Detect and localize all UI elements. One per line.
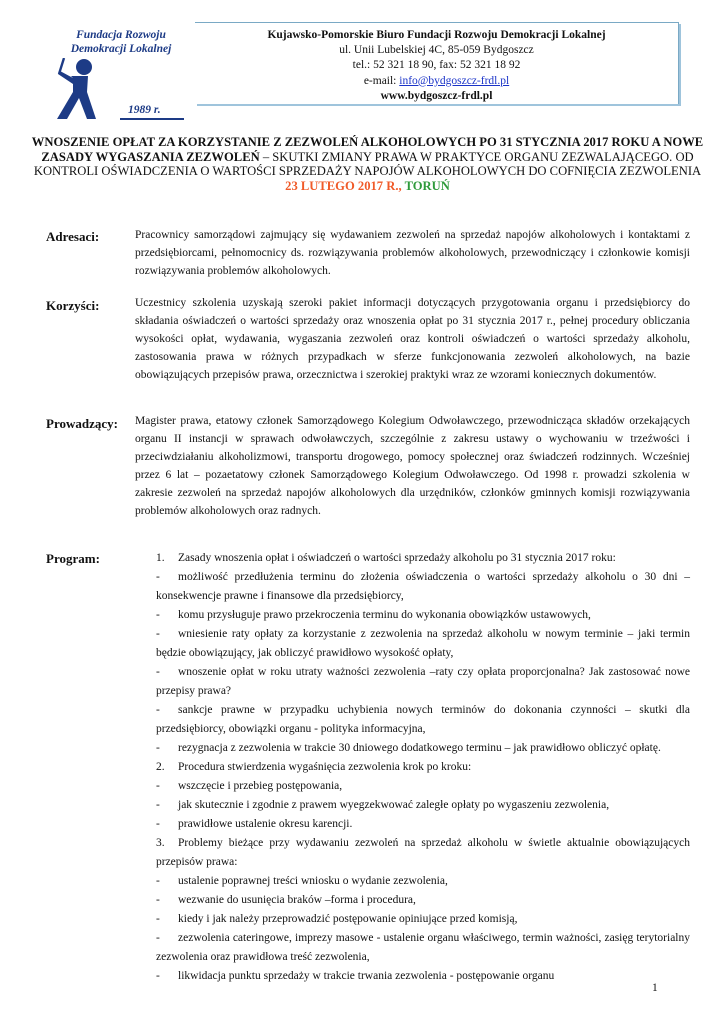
program-item: - rezygnacja z zezwolenia w trakcie 30 dniowego dodatkowego terminu – jak prawidłowo obliczyć opłatę. [156,742,661,754]
program-item: - możliwość przedłużenia terminu do złożenia oświadczenia o wartości sprzedaży alkoholu o 30 dni – konsekwencje prawne i finansowe dla przedsiębiorcy, [156,571,690,602]
event-city: TORUŃ [401,178,450,193]
program-item: - kiedy i jak należy przeprowadzić postępowanie opiniujące przed komisją, [156,913,518,925]
section-text-prowadzacy: Magister prawa, etatowy członek Samorządowego Kolegium Odwoławczego, przewodnicząca składów orzekających organu II instancji w sprawach odwoławczych, szczególnie z zakresu ustawy o wychowaniu w trzeźwości i przeciwdziałaniu alkoholizmowi, transportu drogowego, pomocy społecznej oraz świadczeń rodzinnych. Wcześniej przez 6 lat – pozaetatowy członek Samorządowego Kolegium Odwoławczego. Od 1998 r. prowadzi szkolenia w zakresie zezwoleń na sprzedaż napojów alkoholowych dla urzędników, członków gminnych komisji rozwiązywania problemów alkoholowych oraz radnych. [135,415,690,517]
foundation-figure-logo [50,58,98,120]
program-item: - wszczęcie i przebieg postępowania, [156,780,343,792]
section-label-adresaci: Adresaci: [46,229,100,244]
program-item: 3. Problemy bieżące przy wydawaniu zezwoleń na sprzedaż alkoholu w świetle aktualnie obowiązujących przepisów prawa: [156,837,690,868]
postal-address: ul. Unii Lubelskiej 4C, 85-059 Bydgoszcz [339,44,534,57]
program-item: - wniesienie raty opłaty za korzystanie z zezwolenia na sprzedaż alkoholu w nowym terminie – jaki termin będzie obowiązujący, jak obliczyć prawidłowo wysokość opłaty, [156,628,690,659]
email-link[interactable]: info@bydgoszcz-frdl.pl [399,74,510,87]
document-title [30,135,705,193]
logo-divider [120,118,184,120]
logo-name [56,28,186,56]
program-item: - sankcje prawne w przypadku uchybienia nowych terminów do dokonania czynności – skutki dla przedsiębiorcy, obowiązki organu - polityka informacyjna, [156,704,690,735]
title-regular: – SKUTKI ZMIANY PRAWA W PRAKTYCE ORGANU ZEZWALAJĄCEGO. OD KONTROLI OŚWIADCZENIA O WARTOŚCI SPRZEDAŻY NAPOJÓW ALKOHOLOWYCH DO COFNIĘCIA ZEZWOLENIA [33,149,702,179]
phone-fax: tel.: 52 321 18 90, fax: 52 321 18 92 [352,59,521,72]
logo-name-line1: Fundacja Rozwoju [76,29,166,41]
program-item: - likwidacja punktu sprzedaży w trakcie trwania zezwolenia - postępowanie organu [156,970,555,982]
program-item: - prawidłowe ustalenie okresu karencji. [156,818,353,830]
program-item: - komu przysługuje prawo przekroczenia terminu do wykonania obowiązków ustawowych, [156,609,591,621]
program-item: 2. Procedura stwierdzenia wygaśnięcia zezwolenia krok po kroku: [156,761,472,773]
contact-box [195,22,679,104]
section-text-adresaci: Pracownicy samorządowi zajmujący się wydawaniem zezwoleń na sprzedaż napojów alkoholowych i kontaktami z przedsiębiorcami, pełnomocnicy ds. rozwiązywania problemów alkoholowych, przewodniczący i członkowie komisji rozwiązywania problemów alkoholowych. [135,229,690,277]
program-item: - ustalenie poprawnej treści wniosku o wydanie zezwolenia, [156,875,448,887]
logo-year: 1989 r. [128,104,161,116]
logo-name-line2: Demokracji Lokalnej [70,43,172,55]
program-item: - wnoszenie opłat w roku utraty ważności zezwolenia –raty czy opłata proporcjonalna? Jak zastosować nowe przepisy prawa? [156,666,690,697]
email-label: e-mail: [363,74,400,87]
section-text-korzysci: Uczestnicy szkolenia uzyskają szeroki pakiet informacji dotyczących przygotowania organu i przedsiębiorcy do składania oświadczeń o wartości sprzedaży oraz wnoszenia opłat po 31 stycznia 2017 r., pełnej procedury obliczania wysokości opłat, wydawania, wygaszania zezwoleń oraz kontroli oświadczeń o wartości sprzedaży alkoholu, zastosowania prawa w różnych przypadkach w sferze funkcjonowania zezwoleń alkoholowych, na bazie obowiązujących przepisów prawa, orzecznictwa i szerokiej praktyki wraz ze wzorami koniecznych dokumentów. [135,297,690,381]
section-label-prowadzacy: Prowadzący: [46,416,118,431]
section-label-program: Program: [46,551,100,566]
email-line [195,74,678,89]
program-item: - wezwanie do usunięcia braków –forma i procedura, [156,894,416,906]
program-list [156,549,690,986]
website-link[interactable]: www.bydgoszcz-frdl.pl [380,89,493,102]
program-item: - jak skutecznie i zgodnie z prawem wyegzekwować zaległe opłaty po wygaszeniu zezwolenia, [156,799,610,811]
page-number: 1 [652,982,658,994]
event-date: 23 LUTEGO 2017 R., [285,178,402,193]
organization-name: Kujawsko-Pomorskie Biuro Fundacji Rozwoju Demokracji Lokalnej [267,29,606,41]
section-label-korzysci: Korzyści: [46,298,100,313]
program-item: - zezwolenia cateringowe, imprezy masowe - ustalenie organu właściwego, termin ważności, zasięg terytorialny zezwolenia oraz prawidłowa treść zezwolenia, [156,932,690,963]
title-bold: WNOSZENIE OPŁAT ZA KORZYSTANIE Z ZEZWOLEŃ ALKOHOLOWYCH PO 31 STYCZNIA 2017 ROKU A NOWE ZASADY WYGASZANIA ZEZWOLEŃ [31,135,704,164]
program-item: 1. Zasady wnoszenia opłat i oświadczeń o wartości sprzedaży alkoholu po 31 stycznia 2017 roku: [156,552,616,564]
